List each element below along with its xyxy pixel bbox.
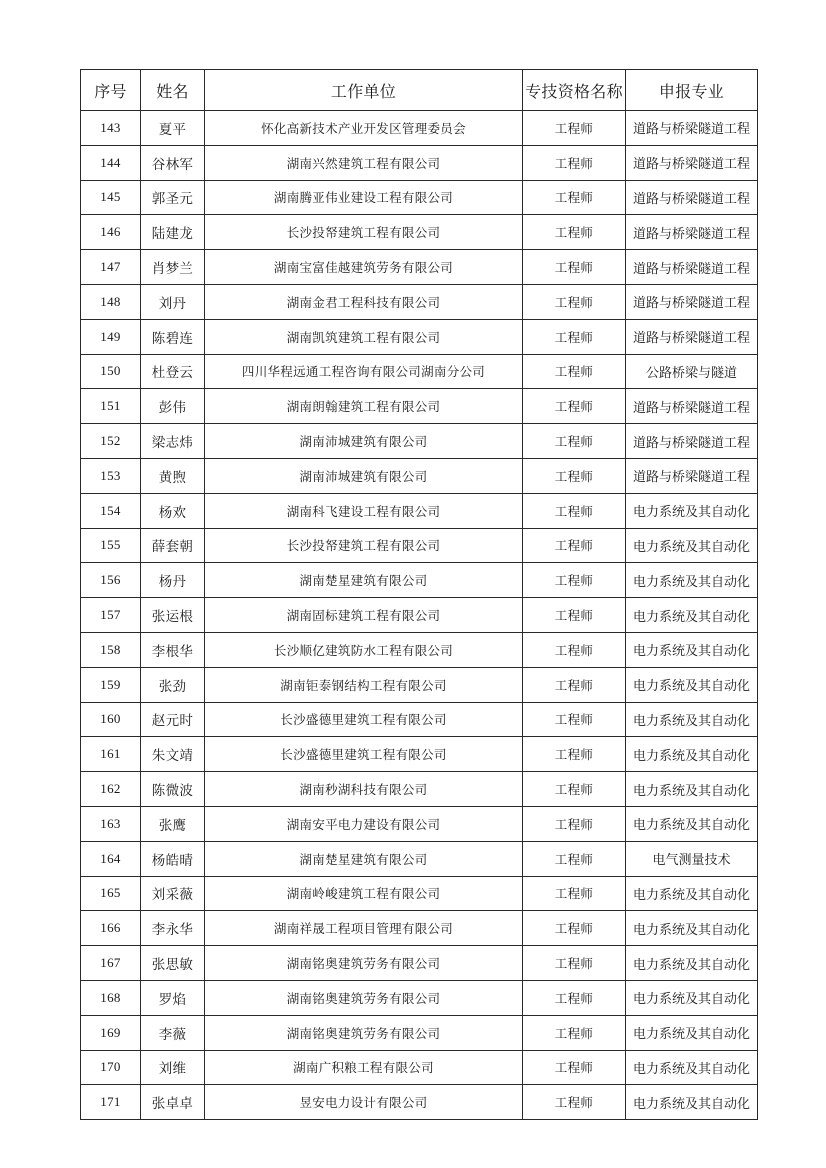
cell-major: 电力系统及其自动化	[626, 493, 758, 528]
cell-seq: 148	[81, 284, 141, 319]
table-row	[81, 702, 758, 737]
cell-name: 罗焰	[141, 980, 205, 1015]
cell-title: 工程师	[523, 424, 626, 459]
cell-title: 工程师	[523, 111, 626, 146]
cell-unit: 湖南凯筑建筑工程有限公司	[205, 319, 523, 354]
cell-major: 电力系统及其自动化	[626, 632, 758, 667]
cell-unit: 湖南祥晟工程项目管理有限公司	[205, 911, 523, 946]
cell-name: 陈碧连	[141, 319, 205, 354]
cell-title: 工程师	[523, 772, 626, 807]
cell-name: 张鹰	[141, 806, 205, 841]
header-major: 申报专业	[626, 70, 758, 111]
cell-unit: 湖南腾亚伟业建设工程有限公司	[205, 180, 523, 215]
table-row	[81, 1085, 758, 1120]
cell-unit: 湖南科飞建设工程有限公司	[205, 493, 523, 528]
cell-name: 杨皓晴	[141, 841, 205, 876]
cell-title: 工程师	[523, 946, 626, 981]
table-row	[81, 598, 758, 633]
cell-title: 工程师	[523, 284, 626, 319]
cell-major: 道路与桥梁隧道工程	[626, 284, 758, 319]
table-row	[81, 911, 758, 946]
cell-unit: 湖南宝富佳越建筑劳务有限公司	[205, 250, 523, 285]
cell-name: 李永华	[141, 911, 205, 946]
cell-major: 电力系统及其自动化	[626, 980, 758, 1015]
cell-name: 张运根	[141, 598, 205, 633]
cell-major: 道路与桥梁隧道工程	[626, 250, 758, 285]
header-seq: 序号	[81, 70, 141, 111]
cell-major: 电力系统及其自动化	[626, 528, 758, 563]
cell-major: 道路与桥梁隧道工程	[626, 319, 758, 354]
cell-name: 梁志炜	[141, 424, 205, 459]
cell-title: 工程师	[523, 632, 626, 667]
cell-unit: 湖南秒湖科技有限公司	[205, 772, 523, 807]
cell-unit: 湖南金君工程科技有限公司	[205, 284, 523, 319]
cell-name: 张卓卓	[141, 1085, 205, 1120]
cell-unit: 湖南楚星建筑有限公司	[205, 563, 523, 598]
cell-unit: 昱安电力设计有限公司	[205, 1085, 523, 1120]
cell-name: 陈微波	[141, 772, 205, 807]
cell-seq: 162	[81, 772, 141, 807]
cell-major: 公路桥梁与隧道	[626, 354, 758, 389]
cell-name: 薛套朝	[141, 528, 205, 563]
cell-seq: 144	[81, 145, 141, 180]
cell-unit: 长沙顺亿建筑防水工程有限公司	[205, 632, 523, 667]
cell-title: 工程师	[523, 911, 626, 946]
cell-name: 黄煦	[141, 458, 205, 493]
cell-unit: 湖南广积粮工程有限公司	[205, 1050, 523, 1085]
cell-title: 工程师	[523, 667, 626, 702]
cell-major: 电力系统及其自动化	[626, 772, 758, 807]
cell-unit: 湖南楚星建筑有限公司	[205, 841, 523, 876]
table-row	[81, 145, 758, 180]
table-row	[81, 389, 758, 424]
table-row	[81, 180, 758, 215]
cell-seq: 159	[81, 667, 141, 702]
cell-title: 工程师	[523, 563, 626, 598]
cell-name: 朱文靖	[141, 737, 205, 772]
cell-seq: 168	[81, 980, 141, 1015]
table-row	[81, 1050, 758, 1085]
cell-title: 工程师	[523, 458, 626, 493]
cell-title: 工程师	[523, 528, 626, 563]
cell-title: 工程师	[523, 250, 626, 285]
cell-seq: 166	[81, 911, 141, 946]
cell-seq: 156	[81, 563, 141, 598]
cell-major: 电力系统及其自动化	[626, 563, 758, 598]
cell-major: 道路与桥梁隧道工程	[626, 389, 758, 424]
cell-seq: 167	[81, 946, 141, 981]
table-row	[81, 424, 758, 459]
cell-name: 刘采薇	[141, 876, 205, 911]
table-row	[81, 876, 758, 911]
cell-major: 道路与桥梁隧道工程	[626, 111, 758, 146]
table-row	[81, 841, 758, 876]
table-row	[81, 980, 758, 1015]
cell-unit: 湖南铭奥建筑劳务有限公司	[205, 946, 523, 981]
table-row	[81, 493, 758, 528]
cell-unit: 长沙投帑建筑工程有限公司	[205, 215, 523, 250]
cell-major: 电力系统及其自动化	[626, 911, 758, 946]
cell-name: 肖梦兰	[141, 250, 205, 285]
cell-title: 工程师	[523, 493, 626, 528]
cell-title: 工程师	[523, 806, 626, 841]
table-row	[81, 563, 758, 598]
cell-unit: 湖南固标建筑工程有限公司	[205, 598, 523, 633]
cell-major: 电力系统及其自动化	[626, 702, 758, 737]
cell-major: 电力系统及其自动化	[626, 1050, 758, 1085]
cell-unit: 湖南沛城建筑有限公司	[205, 458, 523, 493]
cell-title: 工程师	[523, 876, 626, 911]
cell-seq: 165	[81, 876, 141, 911]
cell-unit: 湖南朗翰建筑工程有限公司	[205, 389, 523, 424]
cell-name: 谷林军	[141, 145, 205, 180]
cell-name: 杜登云	[141, 354, 205, 389]
cell-name: 刘维	[141, 1050, 205, 1085]
cell-name: 赵元时	[141, 702, 205, 737]
cell-major: 电力系统及其自动化	[626, 946, 758, 981]
cell-major: 电力系统及其自动化	[626, 806, 758, 841]
header-name: 姓名	[141, 70, 205, 111]
cell-seq: 147	[81, 250, 141, 285]
cell-major: 电气测量技术	[626, 841, 758, 876]
cell-major: 电力系统及其自动化	[626, 598, 758, 633]
table-row	[81, 284, 758, 319]
cell-seq: 143	[81, 111, 141, 146]
roster-table	[80, 69, 758, 1120]
cell-major: 道路与桥梁隧道工程	[626, 145, 758, 180]
table-row	[81, 946, 758, 981]
cell-unit: 湖南沛城建筑有限公司	[205, 424, 523, 459]
cell-seq: 169	[81, 1015, 141, 1050]
cell-seq: 149	[81, 319, 141, 354]
cell-title: 工程师	[523, 841, 626, 876]
cell-major: 电力系统及其自动化	[626, 1015, 758, 1050]
cell-unit: 长沙盛德里建筑工程有限公司	[205, 702, 523, 737]
cell-name: 张思敏	[141, 946, 205, 981]
table-row	[81, 806, 758, 841]
cell-name: 杨欢	[141, 493, 205, 528]
cell-seq: 151	[81, 389, 141, 424]
cell-name: 刘丹	[141, 284, 205, 319]
cell-seq: 145	[81, 180, 141, 215]
cell-unit: 湖南铭奥建筑劳务有限公司	[205, 980, 523, 1015]
cell-unit: 湖南岭峻建筑工程有限公司	[205, 876, 523, 911]
table-row	[81, 1015, 758, 1050]
cell-title: 工程师	[523, 598, 626, 633]
cell-title: 工程师	[523, 702, 626, 737]
cell-title: 工程师	[523, 319, 626, 354]
cell-title: 工程师	[523, 145, 626, 180]
table-header-row	[81, 70, 758, 111]
cell-unit: 长沙盛德里建筑工程有限公司	[205, 737, 523, 772]
cell-seq: 164	[81, 841, 141, 876]
table-row	[81, 667, 758, 702]
table-row	[81, 772, 758, 807]
cell-seq: 146	[81, 215, 141, 250]
cell-name: 李薇	[141, 1015, 205, 1050]
cell-unit: 湖南铭奥建筑劳务有限公司	[205, 1015, 523, 1050]
table-row	[81, 354, 758, 389]
cell-title: 工程师	[523, 1050, 626, 1085]
cell-seq: 161	[81, 737, 141, 772]
cell-seq: 170	[81, 1050, 141, 1085]
table-row	[81, 111, 758, 146]
cell-name: 彭伟	[141, 389, 205, 424]
cell-title: 工程师	[523, 737, 626, 772]
cell-title: 工程师	[523, 354, 626, 389]
table-body	[81, 111, 758, 1120]
table-row	[81, 215, 758, 250]
cell-unit: 湖南钜泰钢结构工程有限公司	[205, 667, 523, 702]
cell-major: 电力系统及其自动化	[626, 1085, 758, 1120]
cell-title: 工程师	[523, 980, 626, 1015]
cell-seq: 158	[81, 632, 141, 667]
table-row	[81, 632, 758, 667]
cell-title: 工程师	[523, 389, 626, 424]
cell-title: 工程师	[523, 215, 626, 250]
cell-seq: 163	[81, 806, 141, 841]
cell-seq: 153	[81, 458, 141, 493]
cell-major: 电力系统及其自动化	[626, 876, 758, 911]
cell-seq: 154	[81, 493, 141, 528]
header-title: 专技资格名称	[523, 70, 626, 111]
cell-name: 张劲	[141, 667, 205, 702]
cell-name: 陆建龙	[141, 215, 205, 250]
cell-seq: 157	[81, 598, 141, 633]
cell-name: 李根华	[141, 632, 205, 667]
cell-name: 夏平	[141, 111, 205, 146]
header-unit: 工作单位	[205, 70, 523, 111]
cell-seq: 160	[81, 702, 141, 737]
cell-major: 道路与桥梁隧道工程	[626, 180, 758, 215]
cell-name: 郭圣元	[141, 180, 205, 215]
cell-major: 电力系统及其自动化	[626, 737, 758, 772]
cell-seq: 155	[81, 528, 141, 563]
cell-title: 工程师	[523, 180, 626, 215]
cell-seq: 152	[81, 424, 141, 459]
table-row	[81, 458, 758, 493]
cell-seq: 171	[81, 1085, 141, 1120]
cell-unit: 长沙投帑建筑工程有限公司	[205, 528, 523, 563]
cell-major: 道路与桥梁隧道工程	[626, 215, 758, 250]
cell-title: 工程师	[523, 1015, 626, 1050]
cell-unit: 湖南安平电力建设有限公司	[205, 806, 523, 841]
table-row	[81, 250, 758, 285]
cell-name: 杨丹	[141, 563, 205, 598]
table-row	[81, 737, 758, 772]
cell-major: 道路与桥梁隧道工程	[626, 424, 758, 459]
cell-unit: 怀化高新技术产业开发区管理委员会	[205, 111, 523, 146]
cell-major: 电力系统及其自动化	[626, 667, 758, 702]
cell-major: 道路与桥梁隧道工程	[626, 458, 758, 493]
cell-unit: 湖南兴然建筑工程有限公司	[205, 145, 523, 180]
cell-seq: 150	[81, 354, 141, 389]
table-row	[81, 528, 758, 563]
cell-unit: 四川华程远通工程咨询有限公司湖南分公司	[205, 354, 523, 389]
cell-title: 工程师	[523, 1085, 626, 1120]
table-row	[81, 319, 758, 354]
